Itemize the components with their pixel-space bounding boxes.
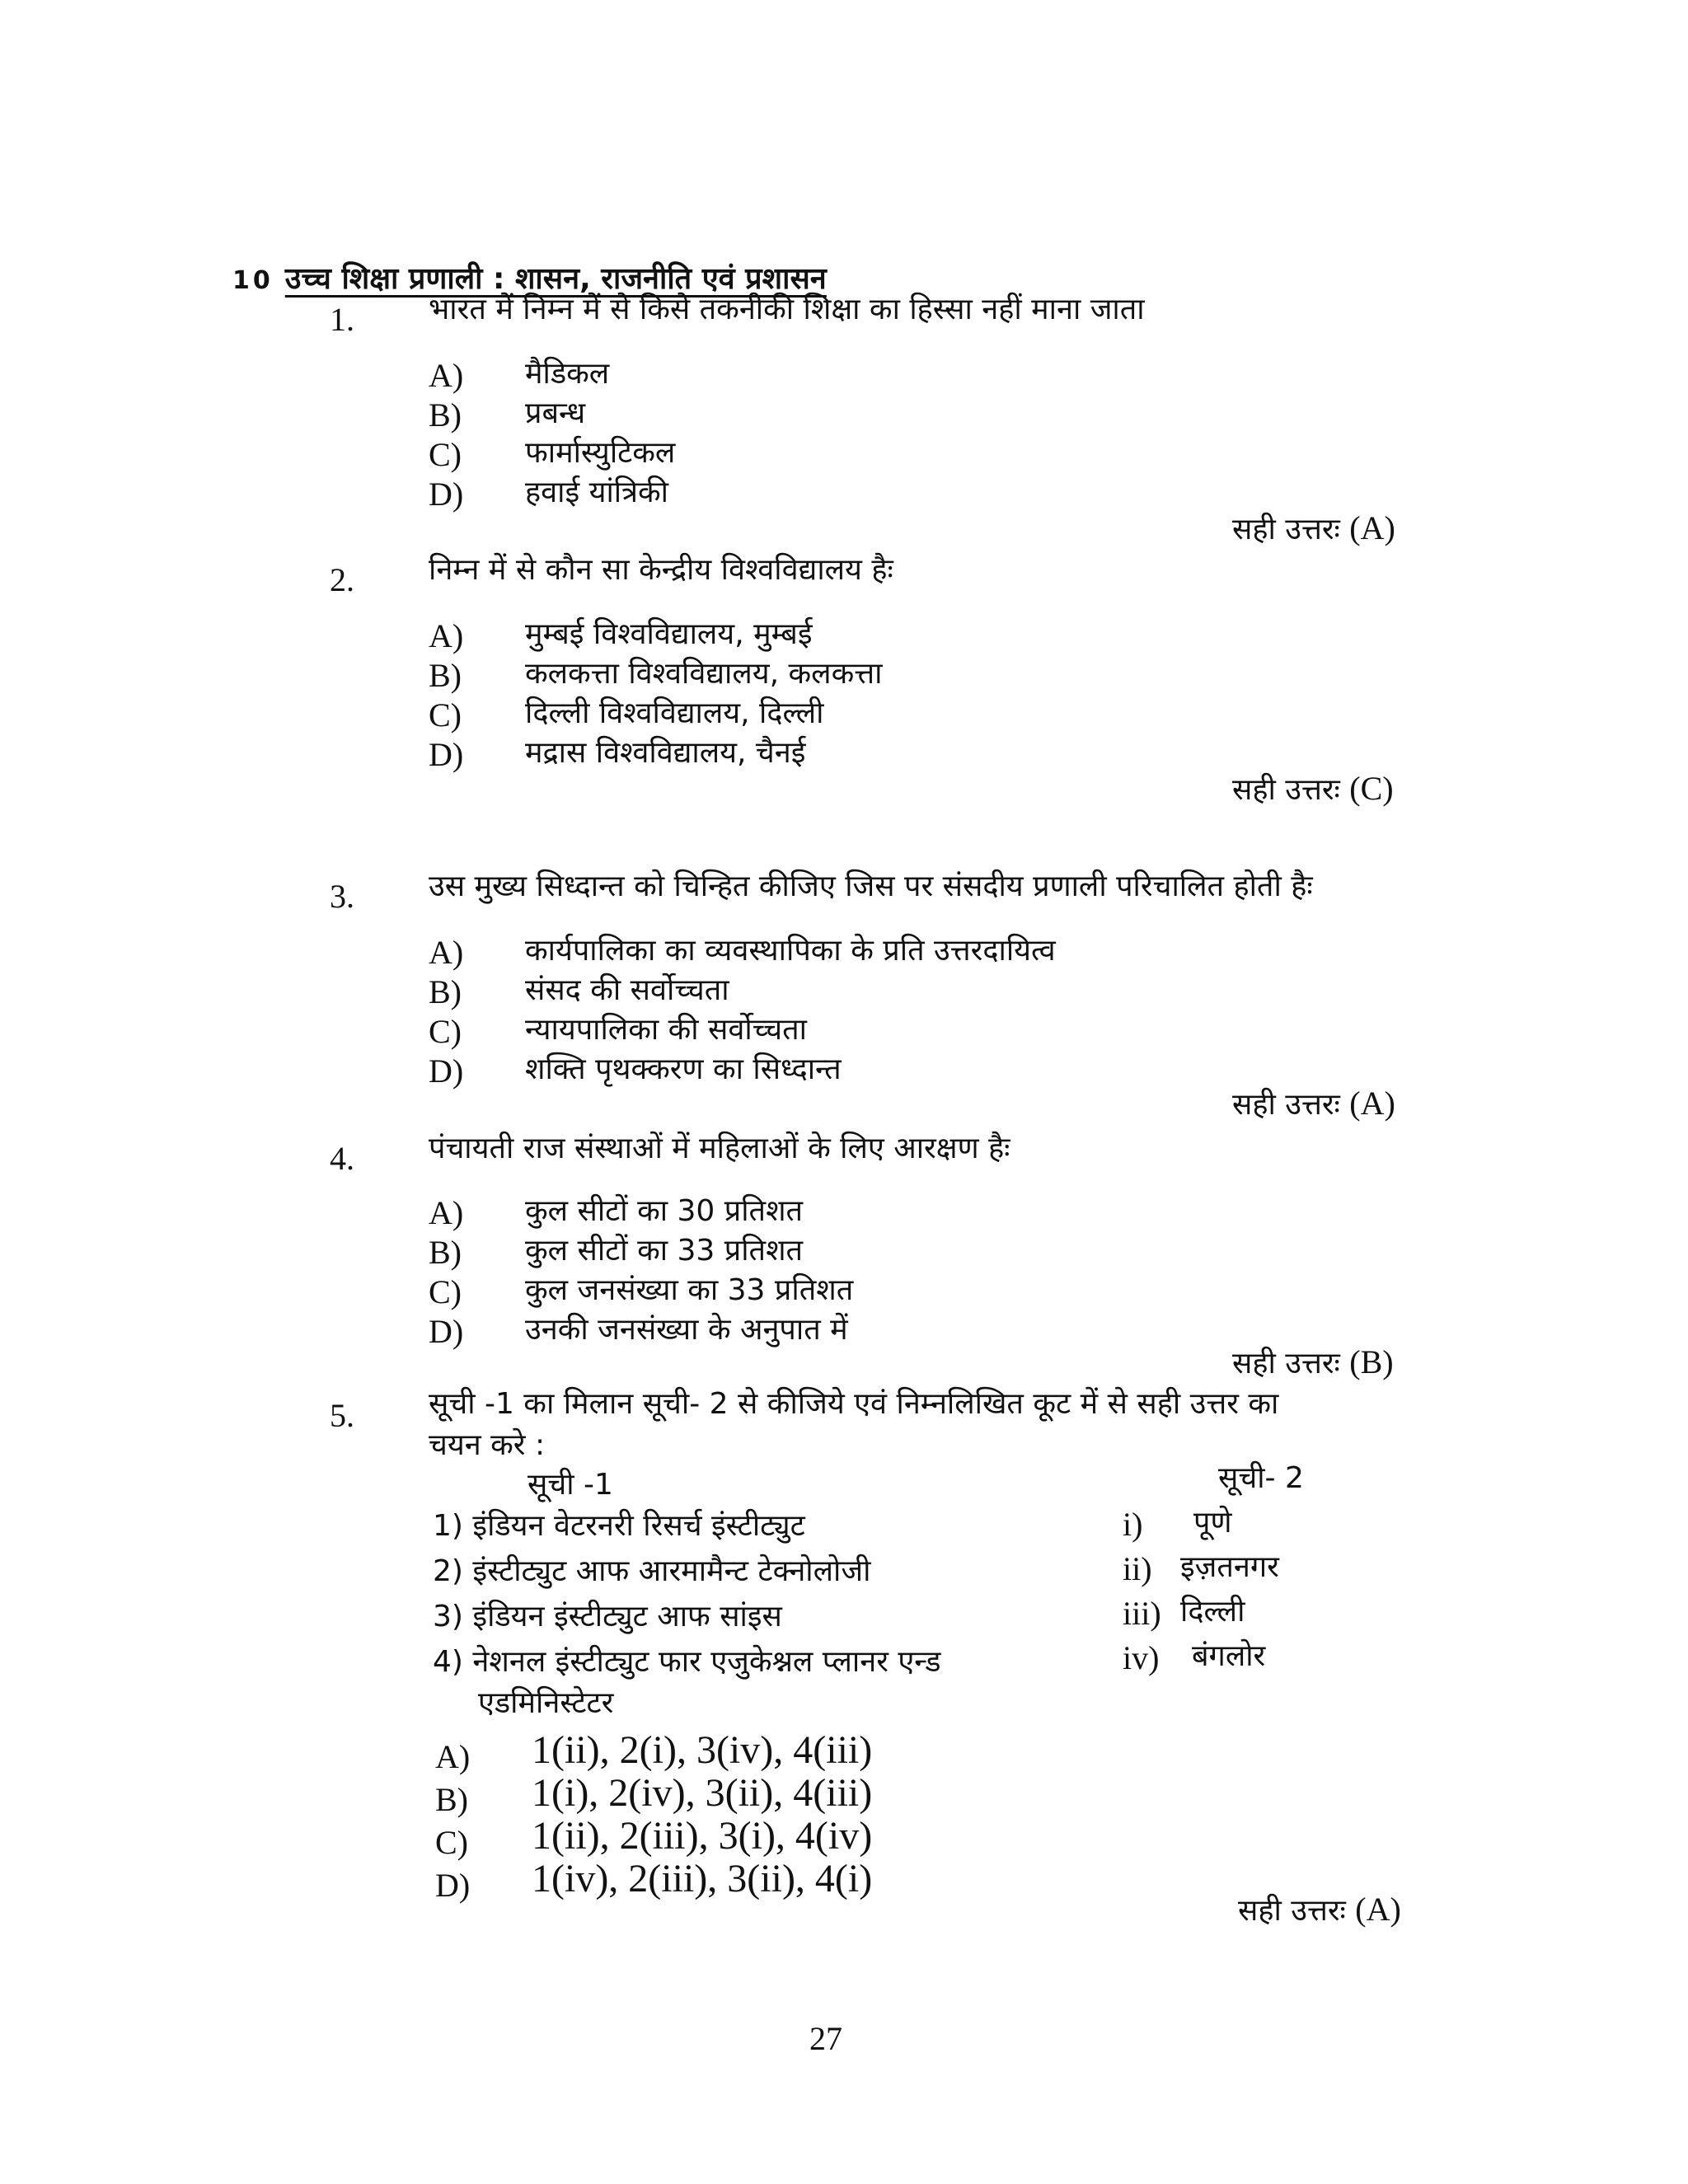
- answer-label: सही उत्तरः: [1232, 513, 1340, 546]
- q3-option-a-letter: A): [429, 934, 464, 971]
- list2-item-1-text: पूणे: [1193, 1506, 1232, 1540]
- q5-option-a-text: 1(ii), 2(i), 3(iv), 4(iii): [532, 1728, 873, 1772]
- list1-item-4: 4) नेशनल इंस्टीट्युट फार एजुकेश्नल प्लानर एन्ड: [433, 1645, 941, 1679]
- list2-title: सूची- 2: [1218, 1461, 1304, 1495]
- list1-item-1: 1) इंडियन वेटरनरी रिसर्च इंस्टीट्युट: [433, 1509, 805, 1543]
- list2-item-4-roman: iv): [1123, 1639, 1160, 1676]
- q3-option-d-letter: D): [429, 1052, 464, 1090]
- q4-option-b-text: कुल सीटों का 33 प्रतिशत: [525, 1234, 804, 1268]
- q2-answer: [1232, 768, 1394, 808]
- question-2-text: निम्न में से कौन सा केन्द्रीय विश्वविद्यालय हैः: [429, 553, 893, 587]
- q5-option-d-letter: D): [435, 1867, 471, 1904]
- q1-option-b-letter: B): [429, 396, 462, 434]
- q5-answer-value: (A): [1355, 1891, 1401, 1928]
- question-4-number: 4.: [330, 1140, 354, 1177]
- section-title: उच्च शिक्षा प्रणाली : शासन, राजनीति एवं प्रशासन: [284, 262, 827, 296]
- list2-item-4-text: बंगलोर: [1192, 1639, 1266, 1673]
- q2-option-a-text: मुम्बई विश्वविद्यालय, मुम्बई: [525, 617, 813, 651]
- question-1-number: 1.: [330, 301, 354, 338]
- q2-option-d-letter: D): [429, 736, 464, 773]
- q1-answer-value: (A): [1349, 509, 1395, 546]
- question-3-number: 3.: [330, 878, 354, 915]
- q3-option-d-text: शक्ति पृथक्करण का सिध्दान्त: [525, 1052, 842, 1086]
- q1-option-a-text: मैडिकल: [525, 357, 610, 391]
- q2-option-c-text: दिल्ली विश्वविद्यालय, दिल्ली: [525, 696, 824, 730]
- q5-option-c-letter: C): [435, 1824, 468, 1861]
- question-5-text-line1: सूची -1 का मिलान सूची- 2 से कीजिये एवं निम्नलिखित कूट में से सही उत्तर का: [429, 1387, 1279, 1421]
- q5-option-b-letter: B): [435, 1781, 468, 1818]
- question-5-text-line2: चयन करे :: [429, 1428, 546, 1462]
- q3-option-b-letter: B): [429, 973, 462, 1010]
- answer-label: सही उत्तरः: [1232, 773, 1340, 807]
- q2-option-d-text: मद्रास विश्वविद्यालय, चैनई: [525, 736, 806, 770]
- q4-option-b-letter: B): [429, 1234, 462, 1271]
- q5-option-c-text: 1(ii), 2(iii), 3(i), 4(iv): [532, 1814, 873, 1858]
- q2-option-c-letter: C): [429, 696, 462, 733]
- q4-option-a-letter: A): [429, 1194, 464, 1231]
- list2-item-2-roman: ii): [1123, 1550, 1152, 1587]
- answer-label: सही उत्तरः: [1232, 1347, 1340, 1380]
- question-1-text: भारत में निम्न में से किसे तकनीकी शिक्षा का हिस्सा नहीं माना जाता: [429, 293, 1145, 326]
- q1-option-c-text: फार्मास्युटिकल: [525, 436, 676, 470]
- q4-option-c-letter: C): [429, 1273, 462, 1310]
- q3-option-c-letter: C): [429, 1013, 462, 1050]
- question-3-text: उस मुख्य सिध्दान्त को चिन्हित कीजिए जिस पर संसदीय प्रणाली परिचालित होती हैः: [429, 869, 1313, 903]
- q4-option-d-text: उनकी जनसंख्या के अनुपात में: [525, 1313, 848, 1347]
- answer-label: सही उत्तरः: [1238, 1894, 1346, 1928]
- q3-answer: [1232, 1083, 1395, 1123]
- q4-answer: [1232, 1342, 1394, 1382]
- q3-option-a-text: कार्यपालिका का व्यवस्थापिका के प्रति उत्तरदायित्व: [525, 934, 1056, 968]
- list2-item-3-roman: iii): [1123, 1595, 1161, 1632]
- list1-item-4-continued: एडमिनिस्टेटर: [478, 1686, 614, 1720]
- q1-option-d-letter: D): [429, 476, 464, 513]
- list1-item-3: 3) इंडियन इंस्टीट्युट आफ सांइस: [433, 1600, 782, 1633]
- q3-option-b-text: संसद की सर्वोच्चता: [525, 973, 729, 1007]
- q4-answer-value: (B): [1349, 1343, 1394, 1380]
- question-5-number: 5.: [330, 1397, 354, 1434]
- question-4-text: पंचायती राज संस्थाओं में महिलाओं के लिए आरक्षण हैः: [429, 1132, 1010, 1165]
- section-number: 10: [232, 266, 274, 295]
- list1-title: सूची -1: [528, 1468, 613, 1502]
- q1-option-a-letter: A): [429, 357, 464, 394]
- q1-option-d-text: हवाई यांत्रिकी: [525, 476, 668, 509]
- q3-option-c-text: न्यायपालिका की सर्वोच्चता: [525, 1013, 807, 1047]
- answer-label: सही उत्तरः: [1232, 1088, 1340, 1122]
- q1-option-c-letter: C): [429, 436, 462, 473]
- list2-item-3-text: दिल्ली: [1180, 1595, 1245, 1629]
- q4-option-d-letter: D): [429, 1313, 464, 1350]
- q2-answer-value: (C): [1349, 770, 1394, 807]
- q3-answer-value: (A): [1349, 1085, 1395, 1122]
- q5-option-d-text: 1(iv), 2(iii), 3(ii), 4(i): [532, 1857, 873, 1900]
- q1-option-b-text: प्रबन्ध: [525, 396, 586, 430]
- list1-item-2: 2) इंस्टीट्युट आफ आरमामैन्ट टेक्नोलोजी: [433, 1554, 871, 1588]
- q5-option-a-letter: A): [435, 1738, 471, 1775]
- q4-option-c-text: कुल जनसंख्या का 33 प्रतिशत: [525, 1273, 854, 1307]
- q5-answer: [1238, 1889, 1401, 1929]
- q4-option-a-text: कुल सीटों का 30 प्रतिशत: [525, 1194, 804, 1228]
- list2-item-2-text: इज़तनगर: [1180, 1550, 1279, 1584]
- q2-option-a-letter: A): [429, 617, 464, 654]
- q5-option-b-text: 1(i), 2(iv), 3(ii), 4(iii): [532, 1771, 873, 1815]
- q2-option-b-letter: B): [429, 657, 462, 694]
- q1-answer: [1232, 508, 1395, 548]
- q2-option-b-text: कलकत्ता विश्वविद्यालय, कलकत्ता: [525, 657, 883, 691]
- page-number: 27: [809, 2020, 842, 2057]
- list2-item-1-roman: i): [1123, 1506, 1143, 1543]
- question-2-number: 2.: [330, 561, 354, 598]
